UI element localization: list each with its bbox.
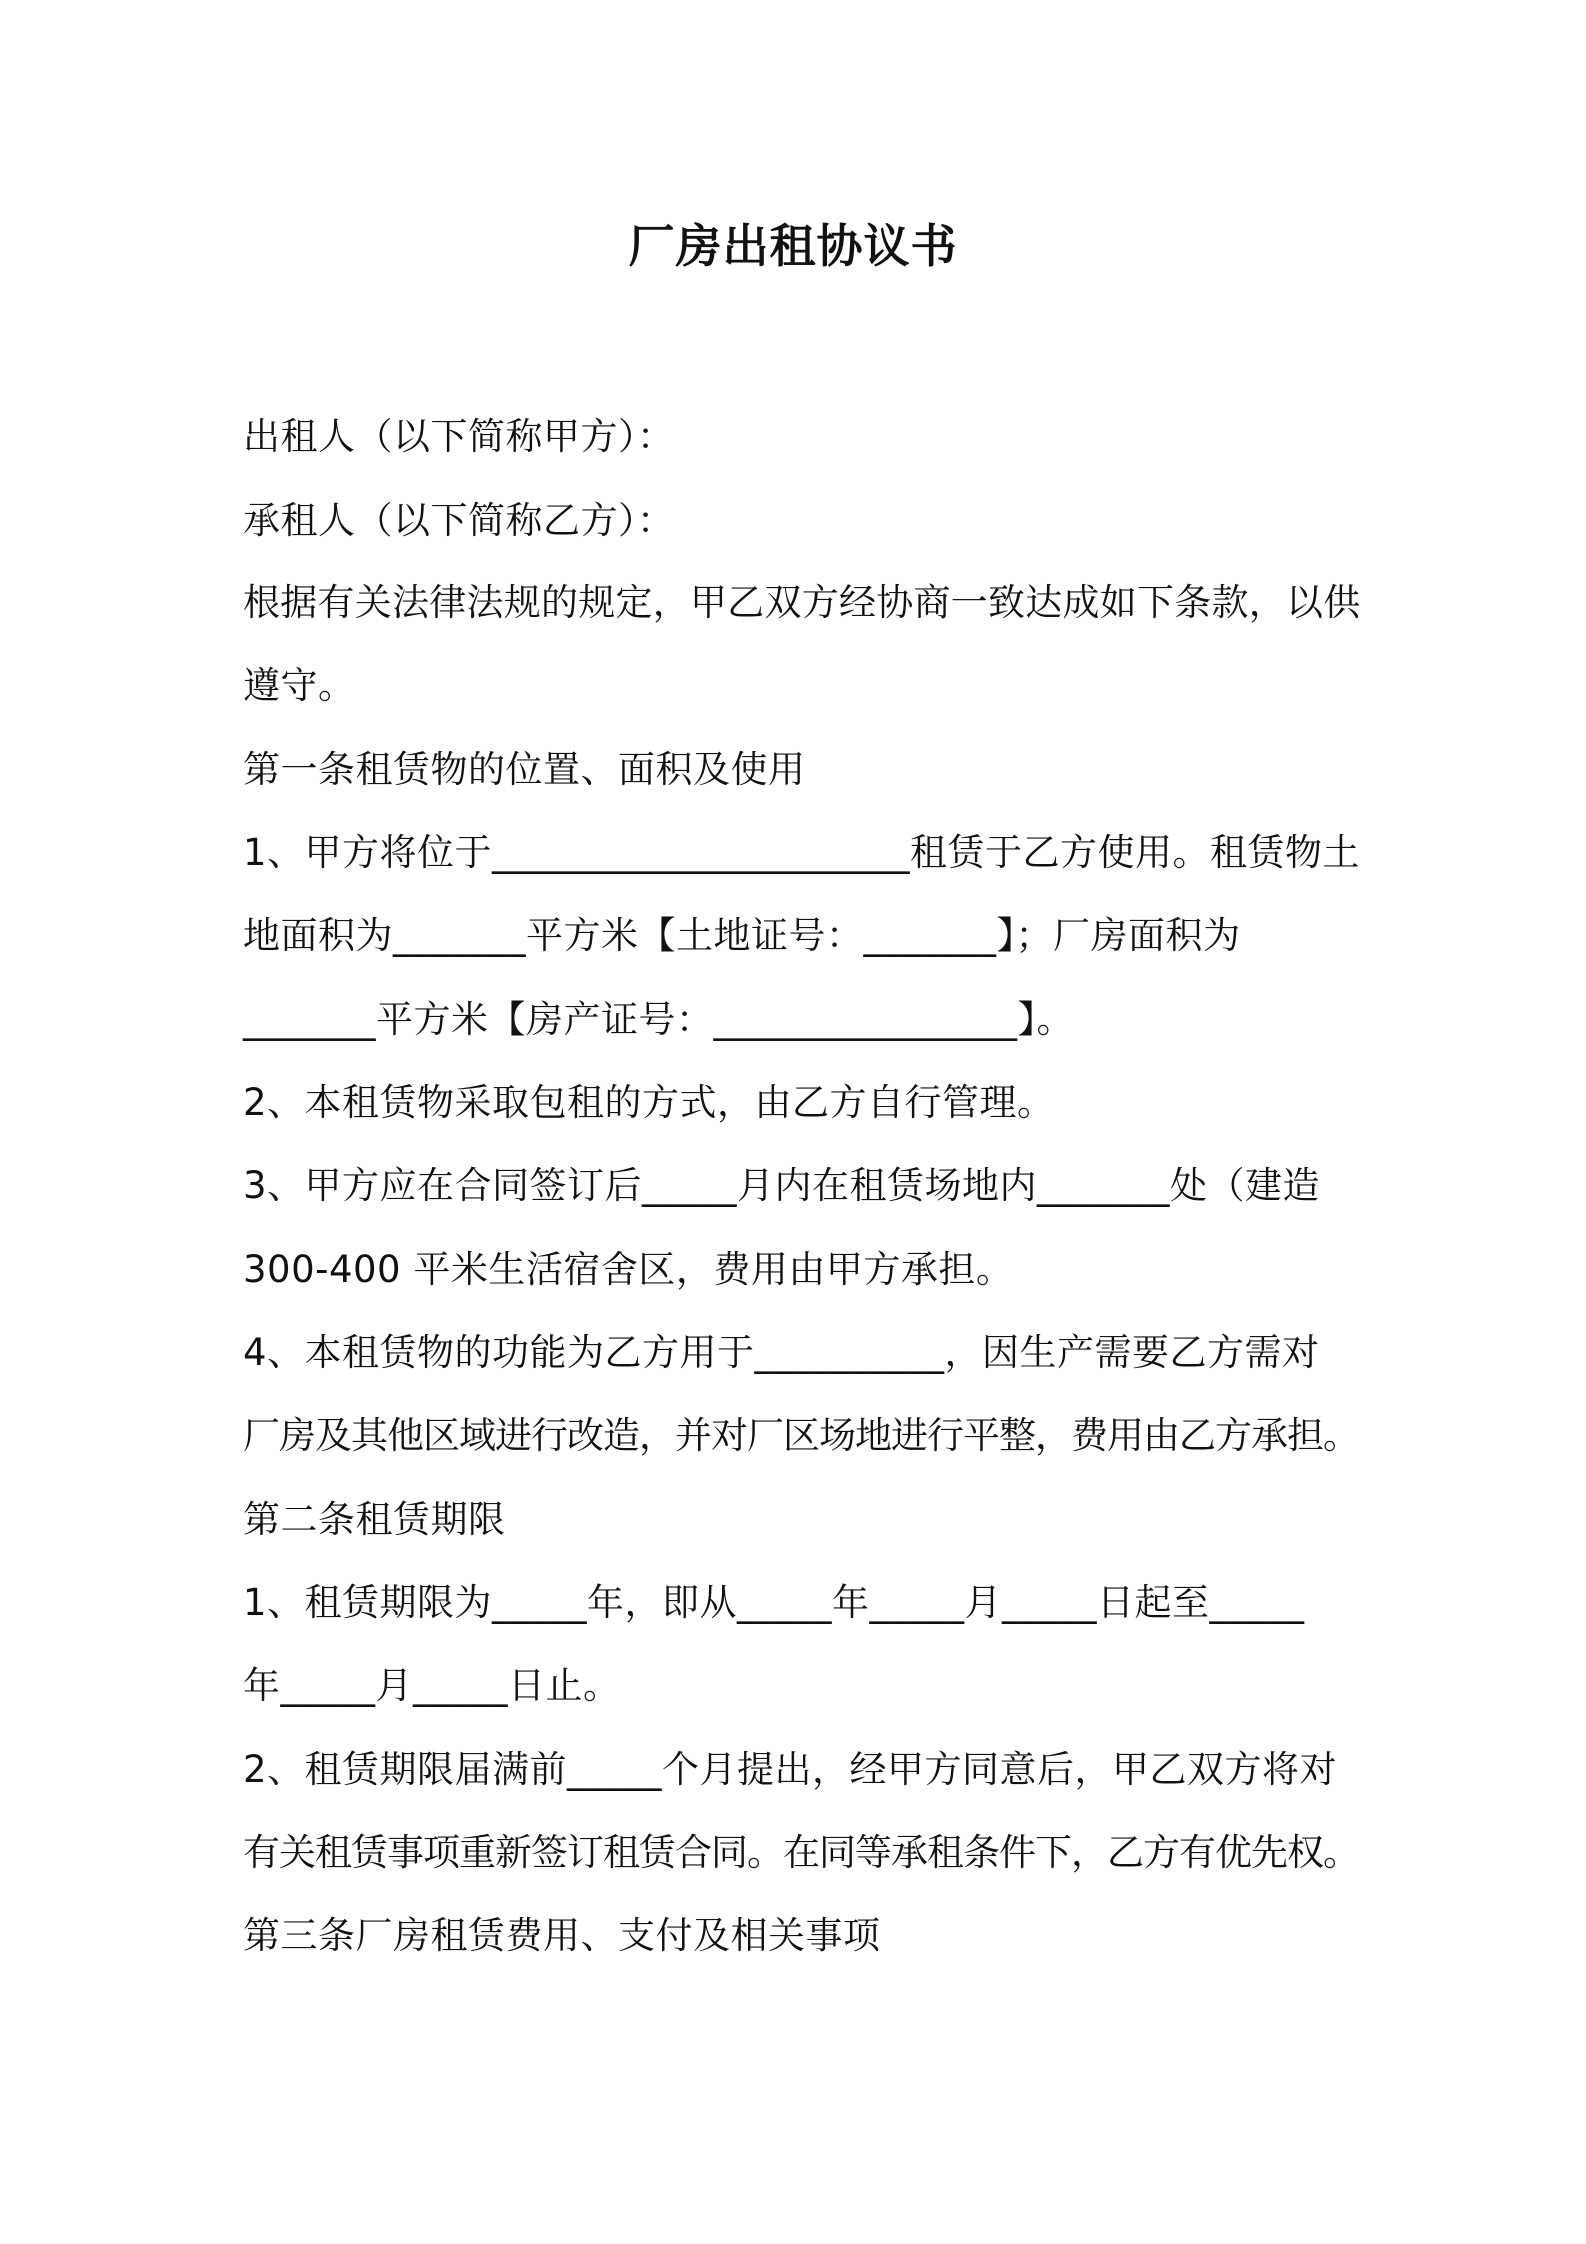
article-2-clause-2-line-1: 2、租赁期限届满前_____个月提出，经甲方同意后，甲乙双方将对: [243, 1748, 1338, 1791]
article-2-clause-2-line-2: 有关租赁事项重新签订租赁合同。在同等承租条件下，乙方有优先权。: [243, 1831, 1359, 1874]
preamble-line-1: 根据有关法律法规的规定，甲乙双方经协商一致达成如下条款，以供: [243, 581, 1361, 624]
article-1-clause-1-line-2: 地面积为_______平方米【土地证号：_______】；厂房面积为: [243, 914, 1241, 957]
article-1-clause-1-line-3: _______平方米【房产证号：________________】。: [243, 998, 1074, 1041]
article-2-heading: 第二条租赁期限: [243, 1498, 506, 1541]
article-1-clause-1-line-1: 1、甲方将位于______________________租赁于乙方使用。租赁物土: [243, 831, 1361, 874]
article-2-clause-1-line-2: 年_____月_____日止。: [243, 1664, 621, 1707]
article-1-clause-3-line-2: 300-400 平米生活宿舍区，费用由甲方承担。: [243, 1248, 1014, 1291]
article-2-clause-1-line-1: 1、租赁期限为_____年，即从_____年_____月_____日起至_____: [243, 1581, 1305, 1624]
lessor-line: 出租人（以下简称甲方）：: [243, 415, 675, 458]
preamble-line-2: 遵守。: [243, 664, 356, 707]
article-1-clause-2: 2、本租赁物采取包租的方式，由乙方自行管理。: [243, 1081, 1055, 1124]
article-3-heading: 第三条厂房租赁费用、支付及相关事项: [243, 1914, 881, 1957]
article-1-clause-4-line-1: 4、本租赁物的功能为乙方用于__________，因生产需要乙方需对: [243, 1331, 1320, 1374]
article-1-clause-3-line-1: 3、甲方应在合同签订后_____月内在租赁场地内_______处（建造: [243, 1164, 1321, 1207]
article-1-clause-4-line-2: 厂房及其他区域进行改造，并对厂区场地进行平整，费用由乙方承担。: [243, 1414, 1359, 1457]
lessee-line: 承租人（以下简称乙方）：: [243, 499, 675, 542]
article-1-heading: 第一条租赁物的位置、面积及使用: [243, 748, 806, 791]
document-title: 厂房出租协议书: [628, 219, 958, 273]
